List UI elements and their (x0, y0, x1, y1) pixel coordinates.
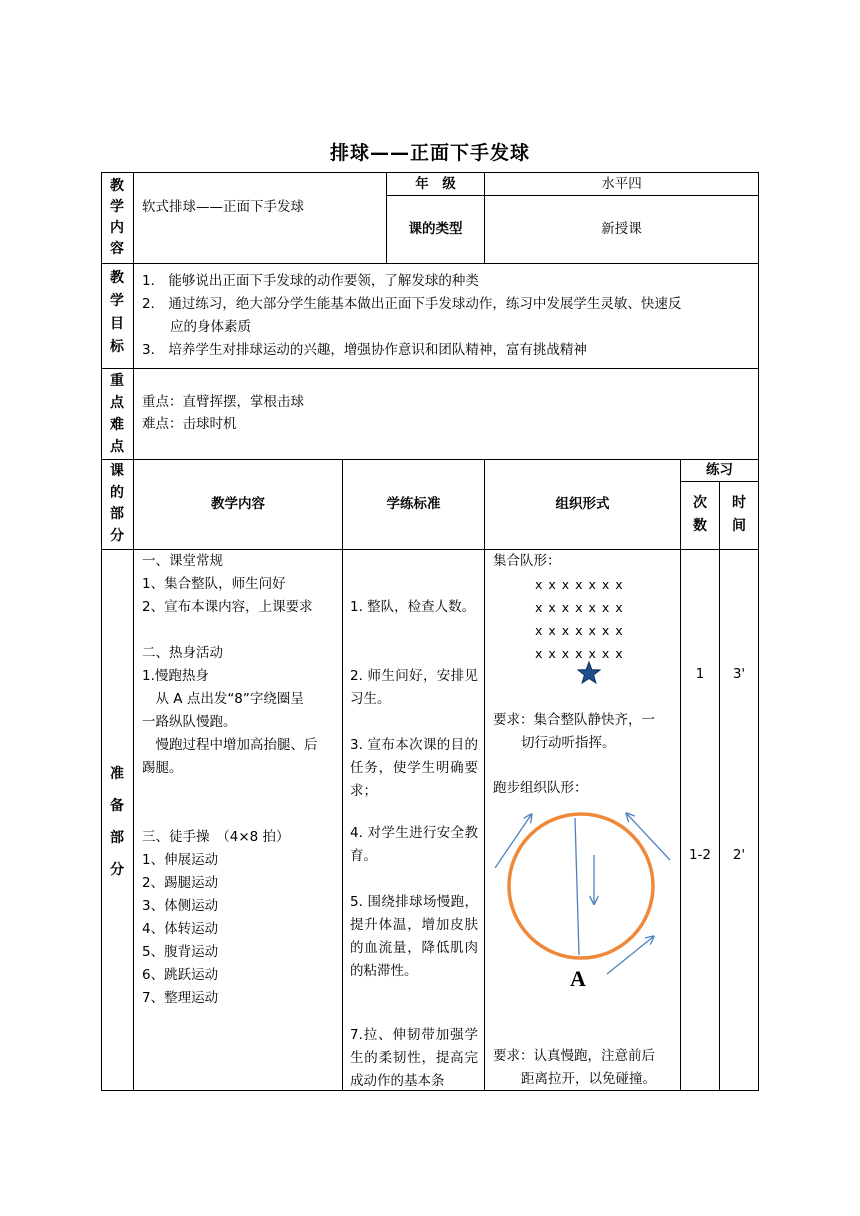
key-points-header: 重 点 难 点 (110, 373, 124, 455)
standard-item: 7.拉、伸韧带加强学生的柔韧性，提高完成动作的基本条 (350, 1027, 478, 1089)
content-line (142, 619, 318, 642)
objective-item: 2． 通过练习，绝大部分学生能基本做出正面下手发球动作，练习中发展学生灵敏、快速反 (142, 296, 682, 312)
center-line (575, 818, 579, 955)
standard-item: 3. 宣布本次课的目的任务，使学生明确要求； (350, 737, 478, 799)
formation-row: x x x x x x x (535, 646, 624, 661)
teacher-star-icon (577, 661, 601, 685)
grade-value: 水平四 (601, 176, 642, 192)
objective-item: 3． 培养学生对排球运动的兴趣，增强协作意识和团队精神，富有挑战精神 (142, 342, 587, 358)
content-line: 1.慢跑热身 (142, 668, 209, 684)
objectives-header: 教 学 目 标 (110, 270, 124, 355)
column-duration: 时 间 (732, 495, 746, 534)
formation-row: x x x x x x x (535, 577, 624, 592)
objective-item: 1． 能够说出正面下手发球的动作要领，了解发球的种类 (142, 273, 479, 289)
content-line: 慢跑过程中增加高抬腿、后 (142, 737, 318, 753)
content-line: 1、集合整队，师生问好 (142, 576, 286, 592)
column-standard: 学练标准 (386, 496, 441, 512)
count-value: 1-2 (688, 847, 712, 863)
track-circle (509, 814, 653, 958)
standard-item: 1. 整队，检查人数。 (350, 599, 476, 615)
prep-section-header: 准 备 部 分 (110, 766, 124, 878)
column-organization: 组织形式 (555, 496, 610, 512)
page-title: 排球——正面下手发球 (329, 142, 530, 164)
column-times: 次 数 (693, 495, 707, 534)
content-line: 4、体转运动 (142, 921, 219, 937)
lesson-content: 软式排球——正面下手发球 (142, 199, 304, 215)
count-value: 1 (695, 666, 705, 682)
content-line: 一路纵队慢跑。 (142, 714, 237, 730)
content-line: 从 A 点出发“8”字绕圈呈 (142, 691, 304, 707)
lesson-type-value: 新授课 (601, 221, 642, 237)
content-line: 2、踢腿运动 (142, 875, 219, 891)
key-point: 重点：直臂挥摆，掌根击球 (142, 394, 304, 410)
gather-requirement: 要求：集合整队静快齐，一 (493, 712, 655, 728)
run-formation-label: 跑步组织队形： (493, 780, 588, 796)
content-line: 2、宣布本课内容，上课要求 (142, 599, 313, 615)
content-line (142, 803, 318, 826)
standard-item: 4. 对学生进行安全教育。 (350, 825, 478, 864)
run-requirement-cont: 距离拉开，以免碰撞。 (521, 1071, 656, 1087)
content-line: 踢腿。 (142, 760, 183, 776)
content-line: 6、跳跃运动 (142, 967, 219, 983)
start-point-label: A (570, 966, 586, 991)
prep-content-list (142, 550, 318, 1010)
duration-value: 3' (732, 666, 746, 682)
content-line: 3、体侧运动 (142, 898, 219, 914)
content-line (142, 780, 318, 803)
column-practice: 练习 (706, 462, 733, 478)
content-line: 三、徒手操 （4×8 拍） (142, 829, 290, 845)
content-line: 5、腹背运动 (142, 944, 219, 960)
grade-label: 年 级 (415, 176, 456, 192)
formation-row: x x x x x x x (535, 600, 624, 615)
difficulty-point: 难点：击球时机 (142, 416, 237, 432)
content-line: 一、课堂常规 (142, 553, 223, 569)
lesson-type-label: 课的类型 (408, 221, 463, 237)
gather-formation-label: 集合队形： (493, 553, 561, 569)
gather-requirement-cont: 切行动听指挥。 (521, 735, 616, 751)
standard-item: 5. 围绕排球场慢跑，提升体温，增加皮肤的血流量，降低肌肉的粘滞性。 (350, 894, 478, 979)
run-requirement: 要求：认真慢跑，注意前后 (493, 1048, 655, 1064)
content-line: 1、伸展运动 (142, 852, 219, 868)
formation-row: x x x x x x x (535, 623, 624, 638)
lower-right-arrow-icon (607, 937, 653, 974)
standard-item: 2. 师生问好，安排见习生。 (350, 668, 478, 707)
content-line: 二、热身活动 (142, 645, 223, 661)
column-teaching-content: 教学内容 (211, 496, 265, 512)
section-header: 课 的 部 分 (110, 463, 124, 544)
content-line: 7、整理运动 (142, 990, 219, 1006)
objective-item: 应的身体素质 (170, 319, 251, 335)
content-header: 教 学 内 容 (110, 178, 124, 257)
duration-value: 2' (732, 847, 746, 863)
